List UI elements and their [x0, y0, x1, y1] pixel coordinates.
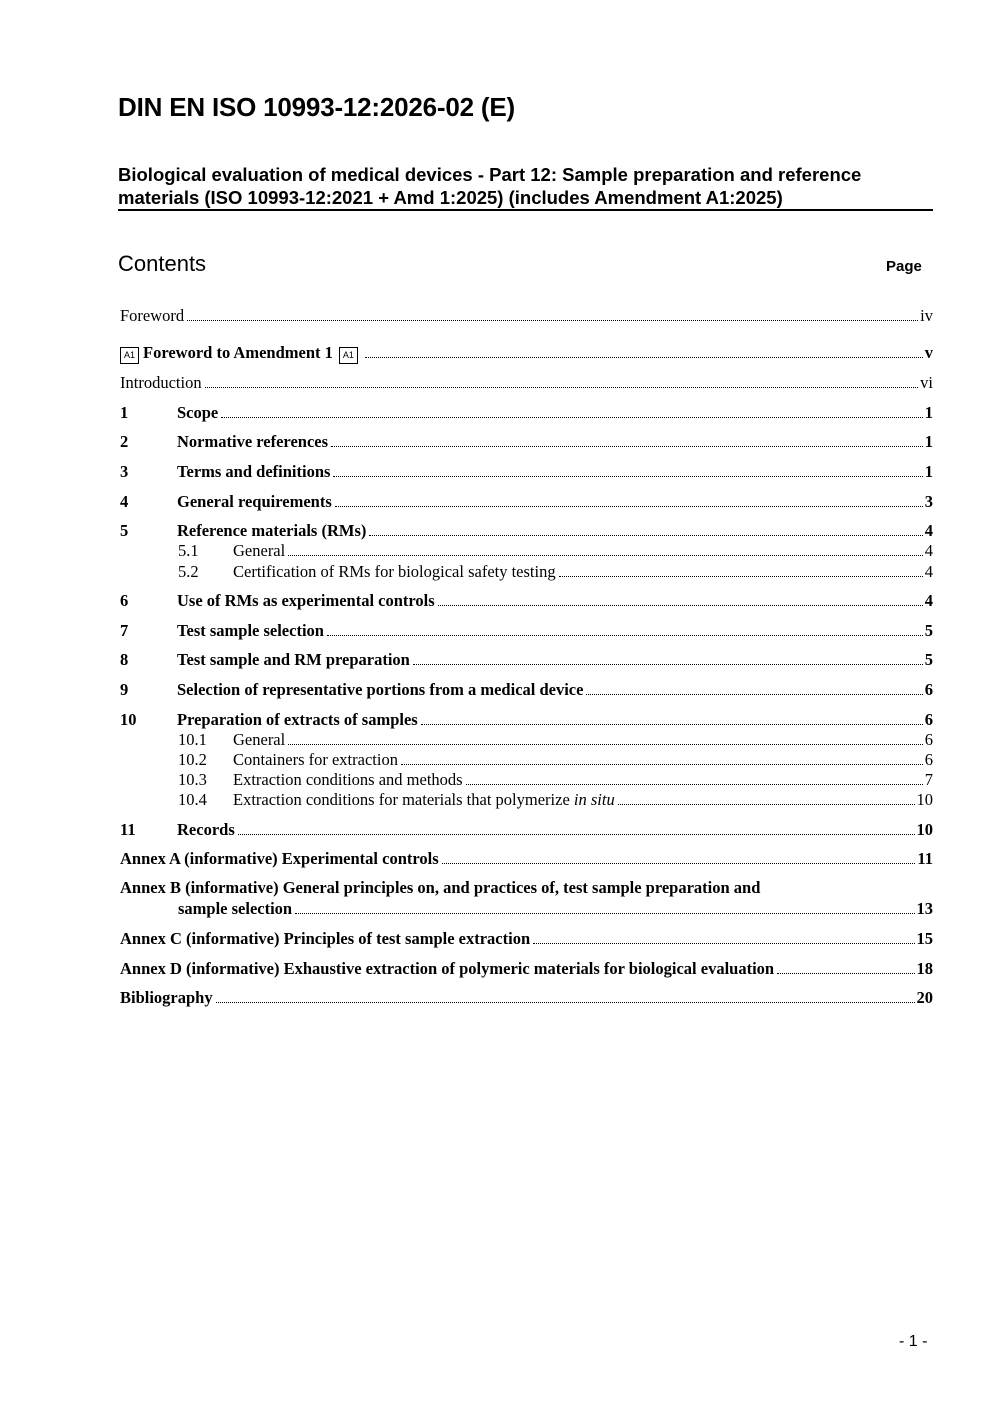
contents-title: Contents: [118, 251, 207, 276]
toc-entry-title: Extraction conditions for materials that polymerize: [233, 790, 570, 809]
dot-leader: [369, 535, 922, 536]
toc-entry-bibliography[interactable]: [120, 988, 933, 1008]
toc-entry-title: General: [233, 541, 286, 560]
toc-entry-page: 11: [917, 849, 933, 868]
toc-entry-page: 4: [924, 591, 933, 610]
toc-entry-title: Containers for extraction: [233, 750, 398, 769]
toc-entry-number: 5: [120, 521, 129, 540]
toc-entry-1[interactable]: [120, 403, 933, 423]
toc-entry-10-4[interactable]: [120, 790, 933, 810]
toc-entry-foreword[interactable]: [120, 306, 933, 326]
dot-leader: [205, 387, 919, 388]
dot-leader: [216, 1002, 915, 1003]
toc-entry-3[interactable]: [120, 462, 933, 482]
toc-entry-number: 6: [120, 591, 129, 610]
dot-leader: [533, 943, 914, 944]
toc-entry-page: 1: [924, 403, 933, 422]
toc-entry-page: 10: [916, 820, 933, 839]
toc-entry-annex-a[interactable]: [120, 849, 933, 869]
toc-entry-title: Test sample and RM preparation: [177, 650, 410, 669]
toc-entry-11[interactable]: [120, 820, 933, 840]
toc-entry-page: 6: [924, 750, 933, 769]
toc-entry-5-1[interactable]: [120, 541, 933, 561]
toc-entry-foreword-amendment[interactable]: [120, 343, 933, 364]
dot-leader: [559, 576, 923, 577]
toc-entry-number: 5.1: [178, 541, 199, 560]
toc-entry-page: 3: [924, 492, 933, 511]
toc-entry-number: 2: [120, 432, 129, 451]
toc-entry-page: 1: [924, 462, 933, 481]
document-subtitle: Biological evaluation of medical devices - Part 12: Sample preparation and reference materials (ISO 10993-12:2021 + Amd 1:2025) (includes Amendment A1:2025): [118, 163, 933, 211]
toc-entry-page: 5: [924, 650, 933, 669]
toc-entry-title: Bibliography: [120, 988, 213, 1007]
toc-entry-number: 10.2: [178, 750, 207, 769]
toc-entry-page: 4: [924, 521, 933, 540]
toc-entry-title: Certification of RMs for biological safety testing: [233, 562, 556, 581]
dot-leader: [333, 476, 922, 477]
toc-entry-10[interactable]: [120, 710, 933, 730]
toc-entry-title: Introduction: [120, 373, 202, 392]
page-number: - 1 -: [899, 1333, 928, 1350]
toc-entry-6[interactable]: [120, 591, 933, 611]
toc-entry-7[interactable]: [120, 621, 933, 641]
toc-entry-title: Scope: [177, 403, 219, 422]
toc-entry-title: Reference materials (RMs): [177, 521, 367, 540]
toc-entry-page: 4: [924, 541, 933, 560]
dot-leader: [466, 784, 923, 785]
toc-entry-page: 5: [924, 621, 933, 640]
toc-entry-annex-b-cont[interactable]: [120, 899, 933, 919]
dot-leader: [618, 804, 915, 805]
toc-entry-title: General: [233, 730, 286, 749]
toc-entry-title: Annex D (informative) Exhaustive extraction of polymeric materials for biological evaluation: [120, 959, 775, 978]
toc-entry-title: sample selection: [178, 899, 293, 918]
toc-entry-number: 4: [120, 492, 129, 511]
dot-leader: [413, 664, 923, 665]
toc-entry-8[interactable]: [120, 650, 933, 670]
dot-leader: [438, 605, 923, 606]
toc-entry-title: Test sample selection: [177, 621, 324, 640]
toc-entry-title: Use of RMs as experimental controls: [177, 591, 435, 610]
amendment-end-icon: A1: [339, 347, 358, 364]
toc-entry-number: 8: [120, 650, 129, 669]
toc-entry-page: 7: [924, 770, 933, 789]
dot-leader: [586, 694, 922, 695]
toc-entry-number: 10.3: [178, 770, 207, 789]
toc-entry-number: 1: [120, 403, 129, 422]
toc-entry-4[interactable]: [120, 492, 933, 512]
toc-entry-page: 6: [924, 680, 933, 699]
toc-entry-page: 13: [916, 899, 933, 918]
dot-leader: [777, 973, 914, 974]
toc-entry-number: 5.2: [178, 562, 199, 581]
toc-entry-number: 10.1: [178, 730, 207, 749]
toc-entry-title: Annex C (informative) Principles of test sample extraction: [120, 929, 531, 948]
toc-entry-number: 10: [120, 710, 137, 729]
toc-entry-number: 7: [120, 621, 129, 640]
document-id: DIN EN ISO 10993-12:2026-02 (E): [118, 92, 515, 122]
toc-entry-annex-c[interactable]: [120, 929, 933, 949]
dot-leader: [442, 863, 916, 864]
toc-entry-annex-b[interactable]: Annex B (informative) General principles on, and practices of, test sample preparation and: [120, 878, 761, 897]
dot-leader: [221, 417, 923, 418]
toc-entry-title: Records: [177, 820, 235, 839]
page-column-label: Page: [886, 258, 922, 275]
toc-entry-page: 20: [916, 988, 933, 1007]
toc-entry-annex-d[interactable]: [120, 959, 933, 979]
dot-leader: [295, 913, 914, 914]
toc-entry-page: 15: [916, 929, 933, 948]
toc-entry-title: Annex A (informative) Experimental controls: [120, 849, 439, 868]
toc-entry-10-2[interactable]: [120, 750, 933, 770]
toc-entry-page: 6: [924, 730, 933, 749]
dot-leader: [421, 724, 923, 725]
toc-entry-title: Selection of representative portions from a medical device: [177, 680, 584, 699]
toc-entry-title: General requirements: [177, 492, 332, 511]
dot-leader: [365, 357, 923, 358]
toc-entry-page: 10: [916, 790, 933, 809]
dot-leader: [288, 555, 923, 556]
toc-entry-title: Extraction conditions and methods: [233, 770, 463, 789]
toc-entry-number: 11: [120, 820, 136, 839]
toc-entry-2[interactable]: [120, 432, 933, 452]
toc-entry-page: 18: [916, 959, 933, 978]
toc-entry-title: Foreword to Amendment 1: [143, 343, 333, 362]
toc-entry-page: v: [924, 343, 933, 362]
amendment-start-icon: A1: [120, 347, 139, 364]
toc-entry-number: 3: [120, 462, 129, 481]
toc-entry-title: Preparation of extracts of samples: [177, 710, 418, 729]
toc-entry-title: Terms and definitions: [177, 462, 331, 481]
toc-entry-title-italic: in situ: [573, 790, 615, 809]
dot-leader: [238, 834, 915, 835]
toc-entry-page: iv: [920, 306, 933, 325]
toc-entry-5[interactable]: [120, 521, 933, 541]
toc-entry-page: 6: [924, 710, 933, 729]
toc-entry-9[interactable]: [120, 680, 933, 700]
dot-leader: [187, 320, 918, 321]
dot-leader: [331, 446, 923, 447]
toc-entry-title: Normative references: [177, 432, 329, 451]
toc-entry-10-3[interactable]: [120, 770, 933, 790]
toc-entry-page: 4: [924, 562, 933, 581]
toc-entry-page: 1: [924, 432, 933, 451]
toc-entry-number: 10.4: [178, 790, 207, 809]
toc-entry-page: vi: [920, 373, 933, 392]
dot-leader: [327, 635, 923, 636]
dot-leader: [335, 506, 923, 507]
toc-entry-10-1[interactable]: [120, 730, 933, 750]
toc-entry-5-2[interactable]: [120, 562, 933, 582]
toc-entry-title: Foreword: [120, 306, 185, 325]
toc-entry-introduction[interactable]: [120, 373, 933, 393]
toc-entry-number: 9: [120, 680, 129, 699]
dot-leader: [288, 744, 923, 745]
dot-leader: [401, 764, 923, 765]
